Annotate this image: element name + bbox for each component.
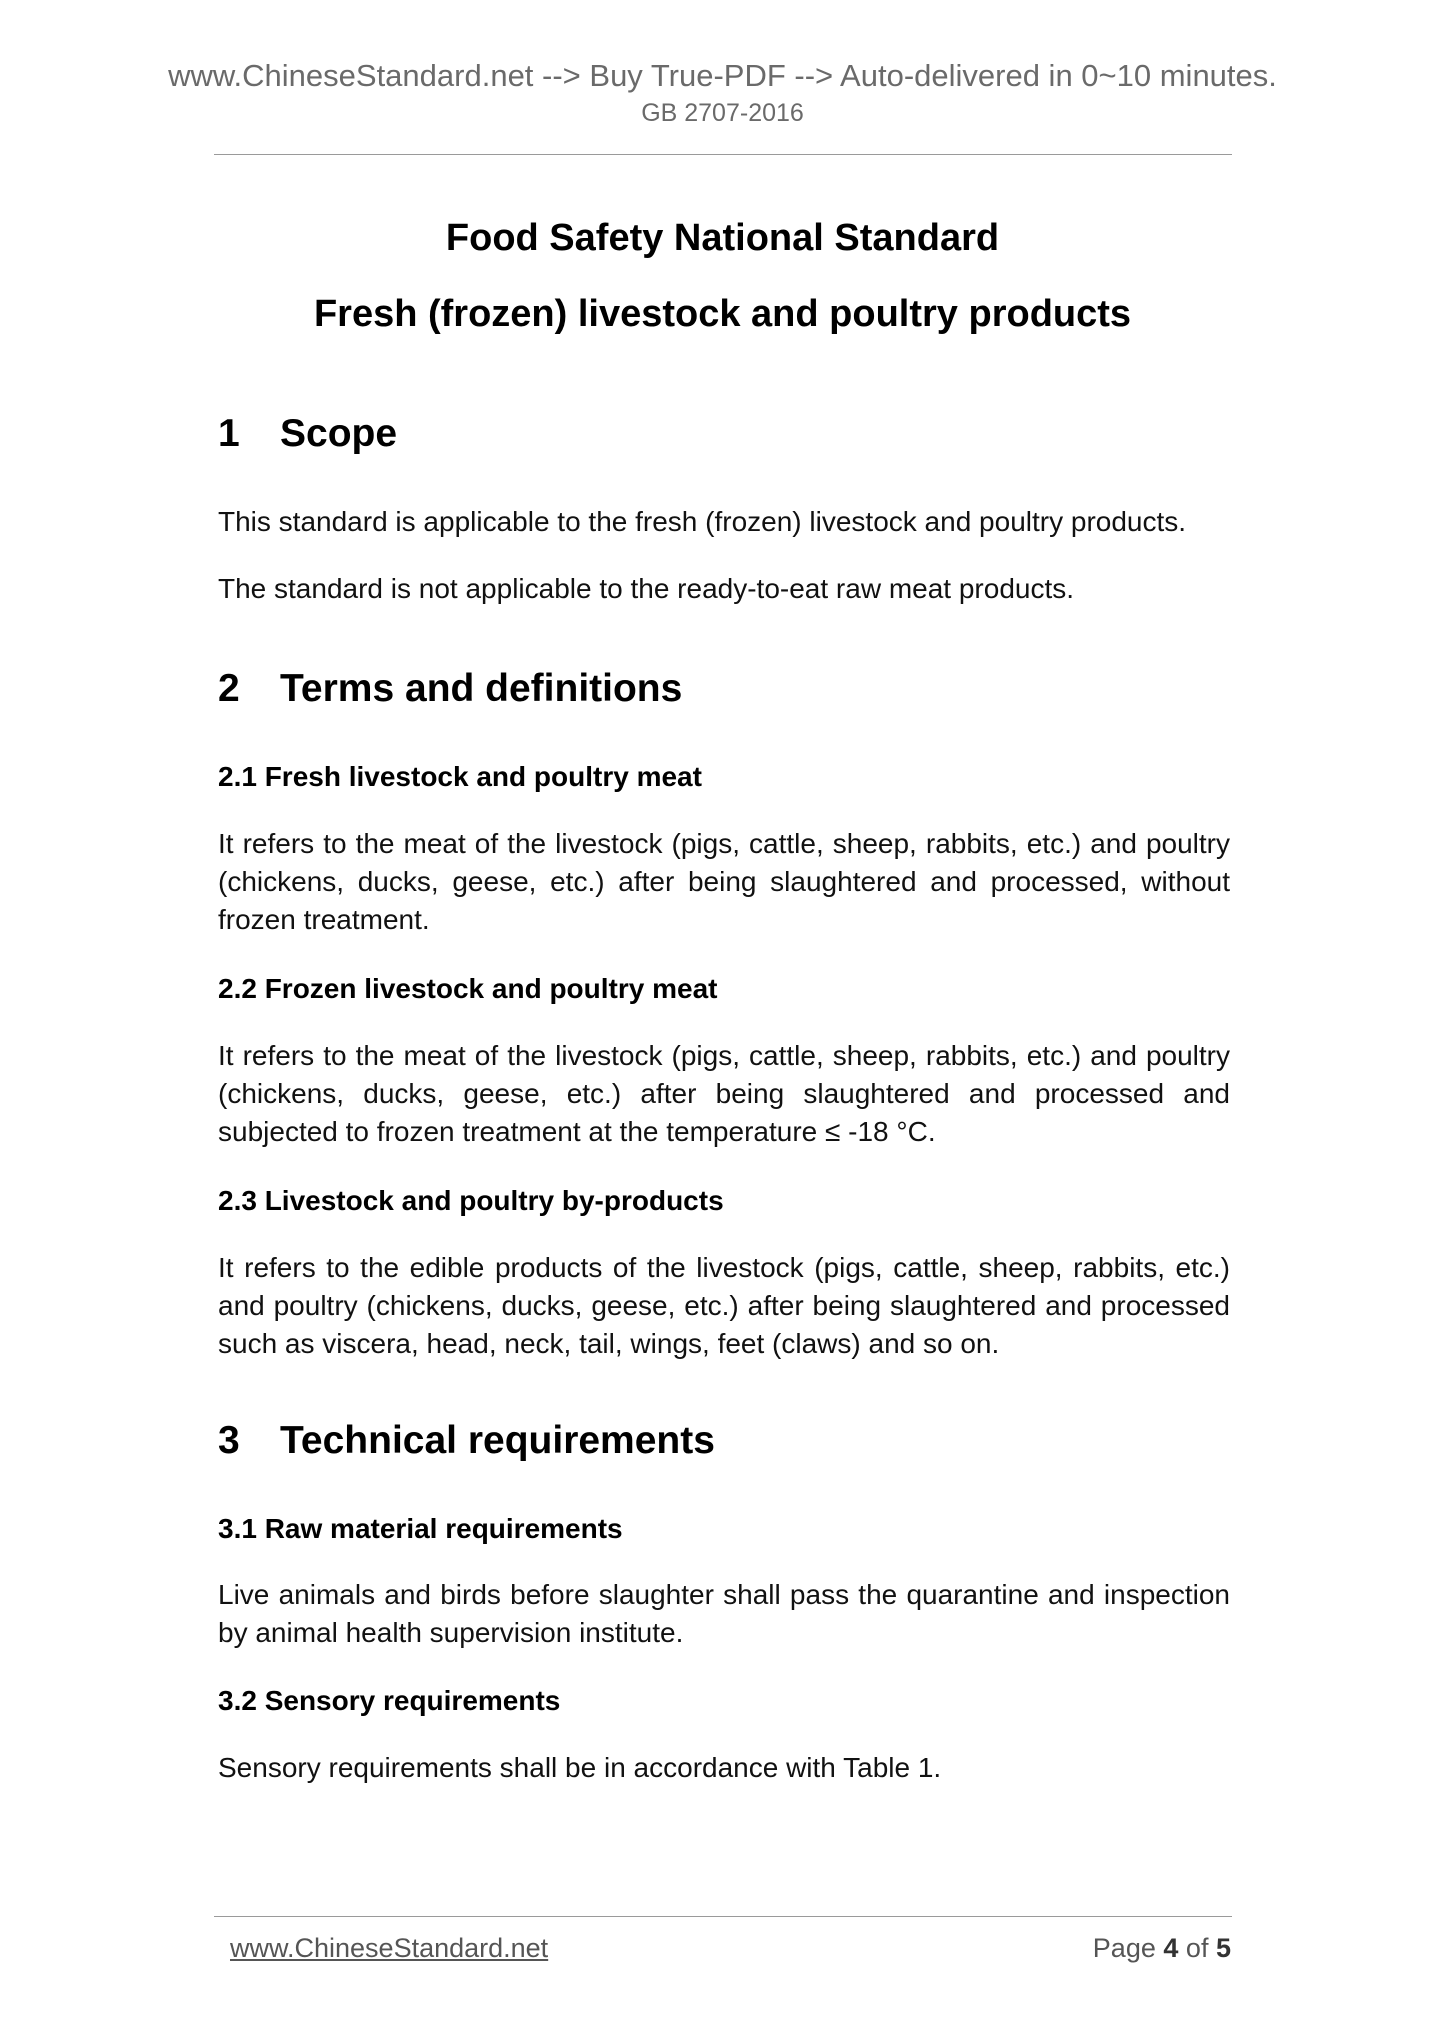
subsection-2-3-text: It refers to the edible products of the livestock (pigs, cattle, sheep, rabbits, etc.) and poultry (chickens, ducks, geese, etc.) after being slaughtered and processed such as viscera, head, neck, tail, wings, feet (claws) and so on. bbox=[218, 1252, 1230, 1359]
subsection-3-1-text: Live animals and birds before slaughter shall pass the quarantine and inspection by animal health supervision institute. bbox=[218, 1579, 1230, 1648]
subsection-3-2-heading: 3.2 Sensory requirements bbox=[218, 1685, 561, 1716]
section-title: Scope bbox=[280, 412, 398, 455]
subsection-2-2-heading: 2.2 Frozen livestock and poultry meat bbox=[218, 973, 718, 1004]
page-header bbox=[0, 58, 1445, 128]
subsection-2-1-text: It refers to the meat of the livestock (pigs, cattle, sheep, rabbits, etc.) and poultry (chickens, ducks, geese, etc.) after being slaughtered and processed, without frozen treatment. bbox=[218, 828, 1230, 935]
subsection-3-1-heading: 3.1 Raw material requirements bbox=[218, 1513, 623, 1544]
section-3-heading bbox=[218, 1418, 715, 1464]
section-title: Technical requirements bbox=[280, 1419, 715, 1462]
section-1-heading bbox=[218, 411, 397, 457]
section-number: 1 bbox=[218, 412, 240, 455]
subsection-2-3-heading: 2.3 Livestock and poultry by-products bbox=[218, 1185, 724, 1216]
section-title: Terms and definitions bbox=[280, 667, 683, 710]
standard-code: GB 2707-2016 bbox=[641, 99, 804, 127]
subsection-2-1-heading: 2.1 Fresh livestock and poultry meat bbox=[218, 761, 702, 792]
section-number: 3 bbox=[218, 1419, 240, 1462]
document-subtitle: Fresh (frozen) livestock and poultry products bbox=[313, 293, 1132, 335]
header-divider bbox=[214, 154, 1232, 155]
total-page-count: 5 bbox=[1215, 1933, 1231, 1963]
section-number: 2 bbox=[218, 667, 240, 710]
page-prefix: Page bbox=[1092, 1933, 1156, 1963]
header-banner: www.ChineseStandard.net --> Buy True-PDF --> Auto-delivered in 0~10 minutes. bbox=[168, 58, 1277, 93]
current-page-number: 4 bbox=[1163, 1933, 1179, 1963]
page-of: of bbox=[1185, 1933, 1209, 1963]
section-2-heading bbox=[218, 666, 682, 712]
subsection-2-2-text: It refers to the meat of the livestock (pigs, cattle, sheep, rabbits, etc.) and poultry (chickens, ducks, geese, etc.) after being slaughtered and processed and subjected to frozen treatment at the temperature ≤ -18 °C. bbox=[218, 1040, 1230, 1147]
scope-paragraph-2: The standard is not applicable to the ready-to-eat raw meat products. bbox=[218, 573, 1075, 604]
page-indicator bbox=[1093, 1932, 1231, 1964]
scope-paragraph-1: This standard is applicable to the fresh (frozen) livestock and poultry products. bbox=[218, 506, 1187, 537]
footer-website-link[interactable]: www.ChineseStandard.net bbox=[230, 1933, 549, 1963]
footer-divider bbox=[214, 1916, 1232, 1917]
document-title: Food Safety National Standard bbox=[445, 217, 1000, 259]
subsection-3-2-text: Sensory requirements shall be in accordance with Table 1. bbox=[218, 1752, 942, 1783]
